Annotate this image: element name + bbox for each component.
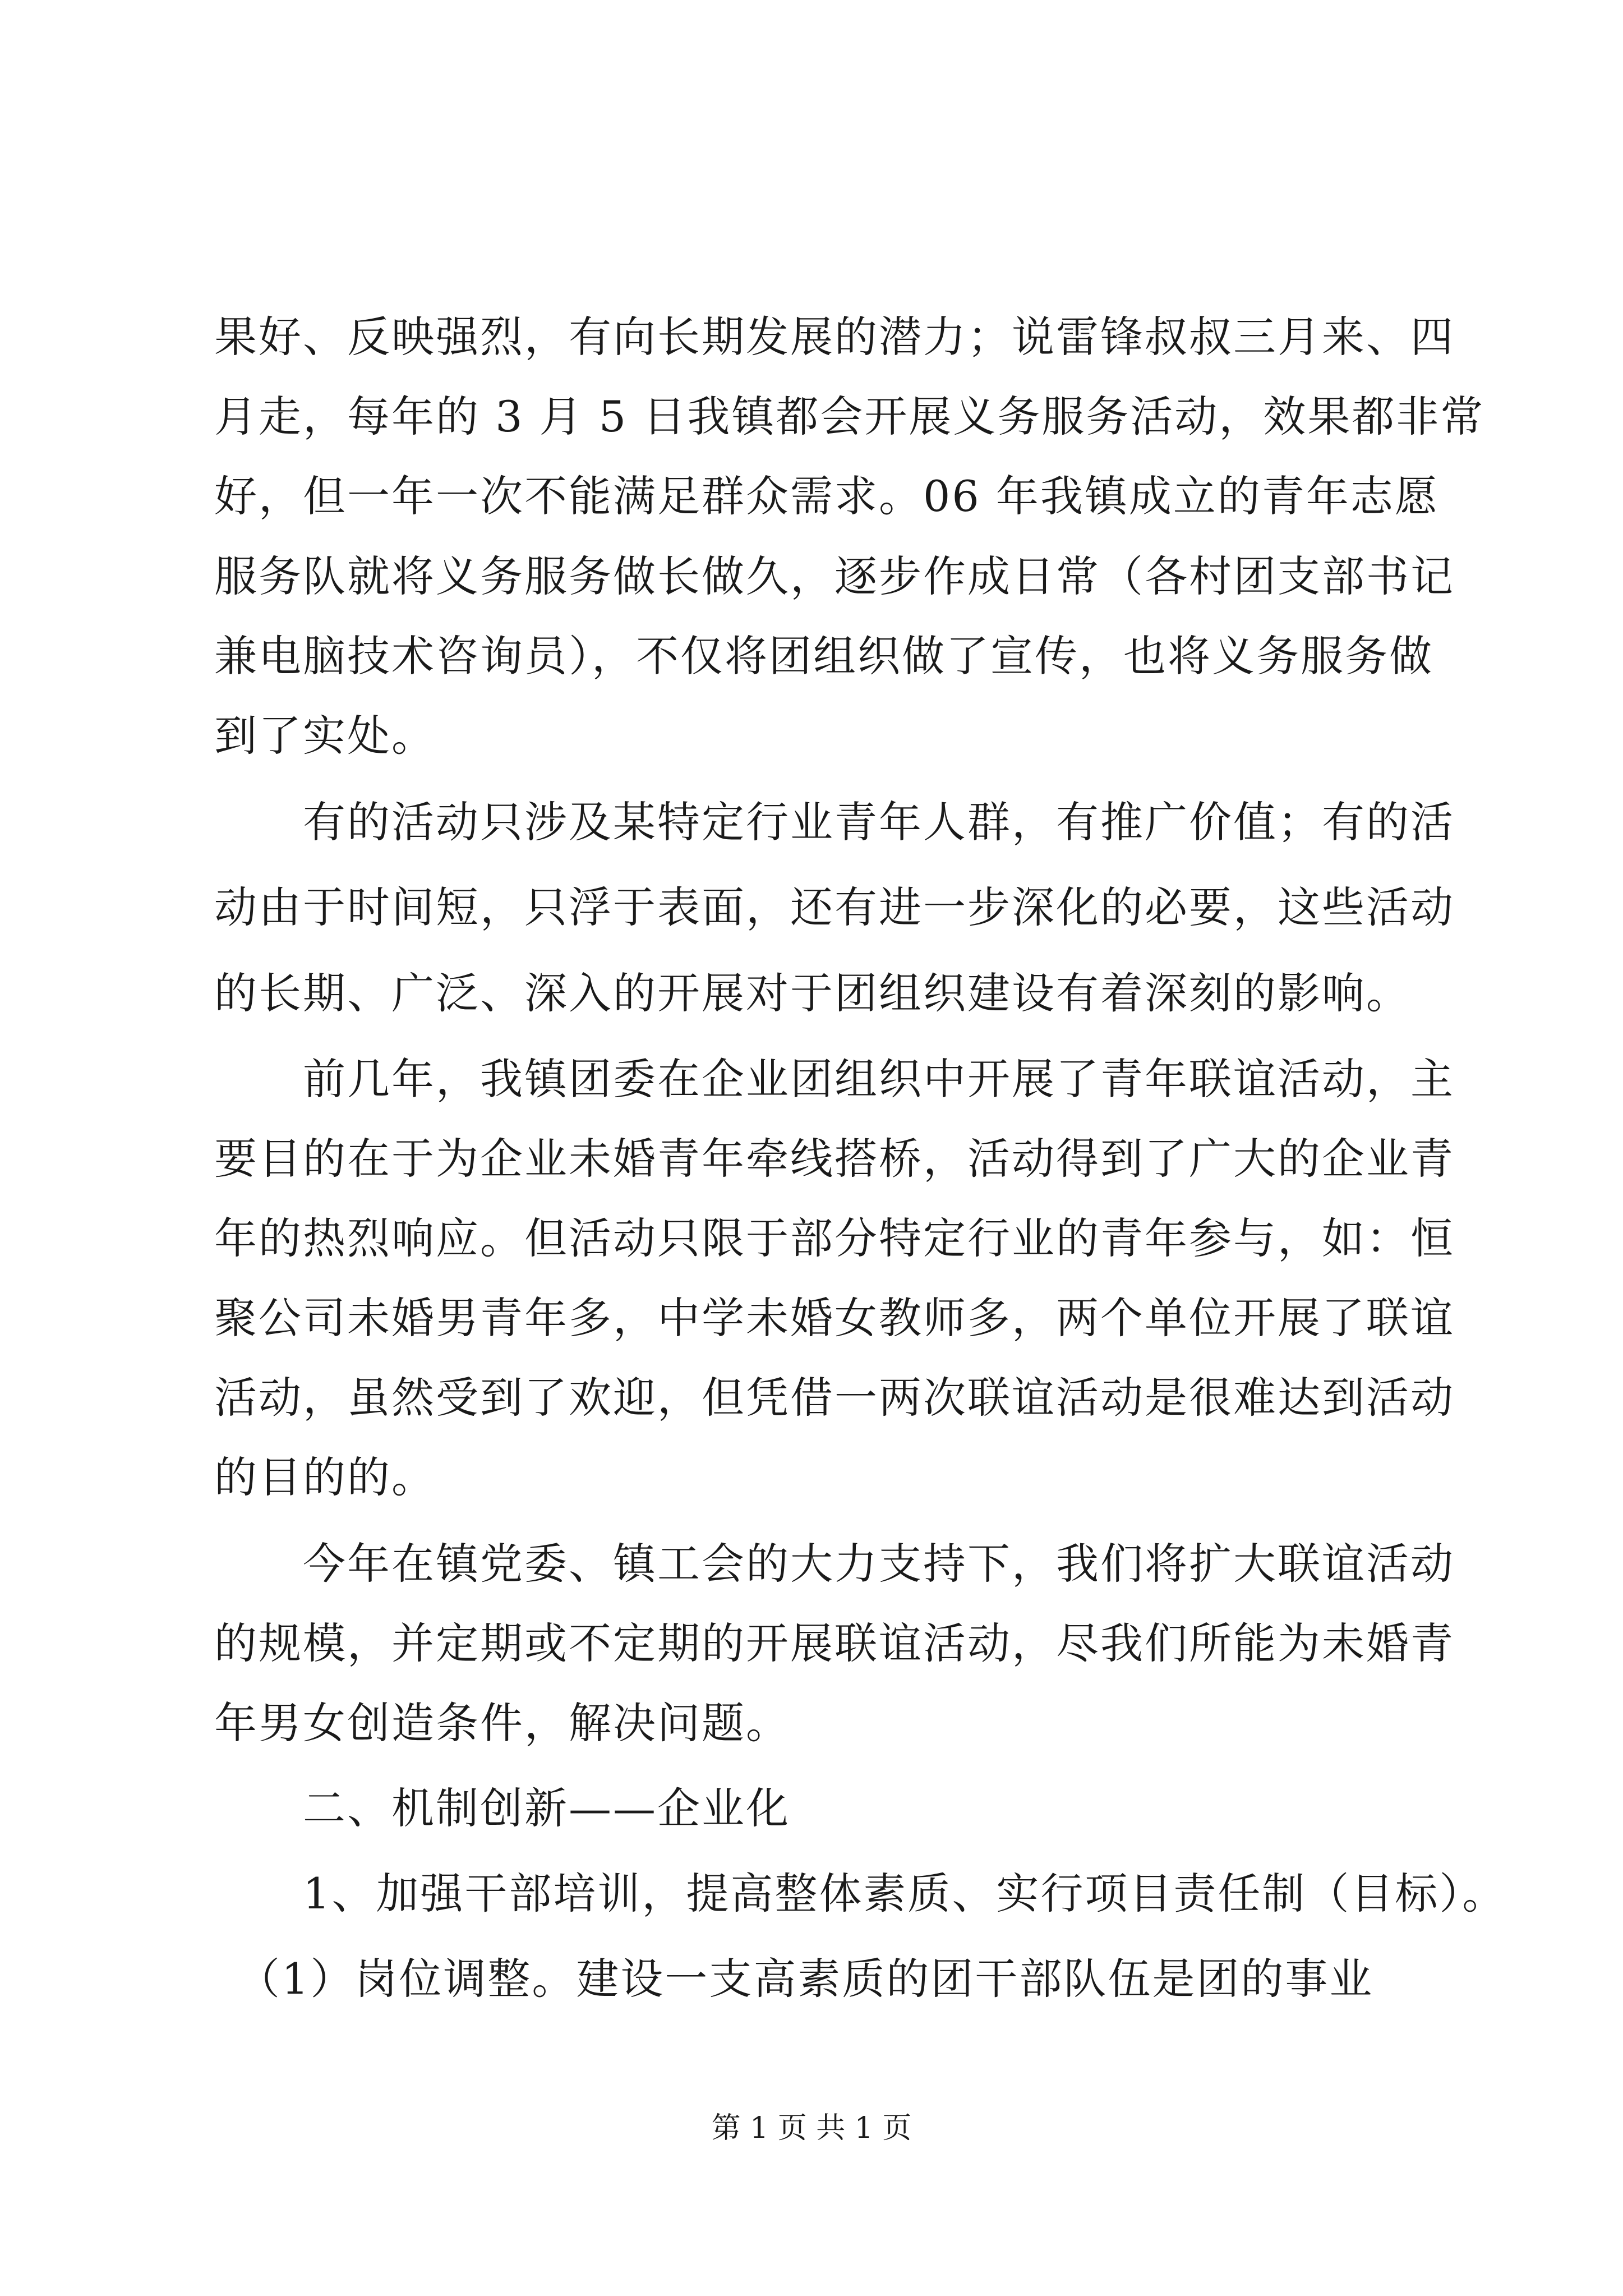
section-heading: 二、机制创新——企业化	[214, 1783, 790, 1833]
text-line: 服务队就将义务服务做长做久，逐步作成日常（各村团支部书记	[214, 551, 1455, 601]
page-footer: 第 1 页 共 1 页	[711, 2111, 912, 2145]
text-line: 年男女创造条件，解决问题。	[214, 1698, 790, 1748]
text-line: 果好、反映强烈，有向长期发展的潜力；说雷锋叔叔三月来、四	[214, 312, 1455, 362]
text-line: 的规模，并定期或不定期的开展联谊活动，尽我们所能为未婚青	[214, 1618, 1455, 1668]
text-line: 的目的的。	[214, 1452, 436, 1502]
text-line: 到了实处。	[214, 711, 436, 761]
text-line: 聚公司未婚男青年多，中学未婚女教师多，两个单位开展了联谊	[214, 1293, 1455, 1343]
text-line: 前几年，我镇团委在企业团组织中开展了青年联谊活动，主	[214, 1054, 1455, 1104]
subsection-heading: 1、加强干部培训，提高整体素质、实行项目责任制（目标）。	[214, 1869, 1507, 1918]
text-line: 好，但一年一次不能满足群众需求。06 年我镇成立的青年志愿	[214, 471, 1439, 521]
text-line: 要目的在于为企业未婚青年牵线搭桥，活动得到了广大的企业青	[214, 1134, 1455, 1184]
text-line: 兼电脑技术咨询员），不仅将团组织做了宣传，也将义务服务做	[214, 631, 1433, 681]
text-line: 有的活动只涉及某特定行业青年人群，有推广价值；有的活	[214, 797, 1455, 847]
text-line: 年的热烈响应。但活动只限于部分特定行业的青年参与，如：恒	[214, 1213, 1455, 1263]
text-line: 动由于时间短，只浮于表面，还有进一步深化的必要，这些活动	[214, 882, 1455, 932]
text-line: 活动，虽然受到了欢迎，但凭借一两次联谊活动是很难达到活动	[214, 1373, 1455, 1423]
text-line: 月走，每年的 3 月 5 日我镇都会开展义务服务活动，效果都非常	[214, 392, 1485, 441]
text-line: 的长期、广泛、深入的开展对于团组织建设有着深刻的影响。	[214, 968, 1410, 1018]
text-line: （1）岗位调整。建设一支高素质的团干部队伍是团的事业	[214, 1954, 1374, 2004]
text-line: 今年在镇党委、镇工会的大力支持下，我们将扩大联谊活动	[214, 1539, 1455, 1589]
